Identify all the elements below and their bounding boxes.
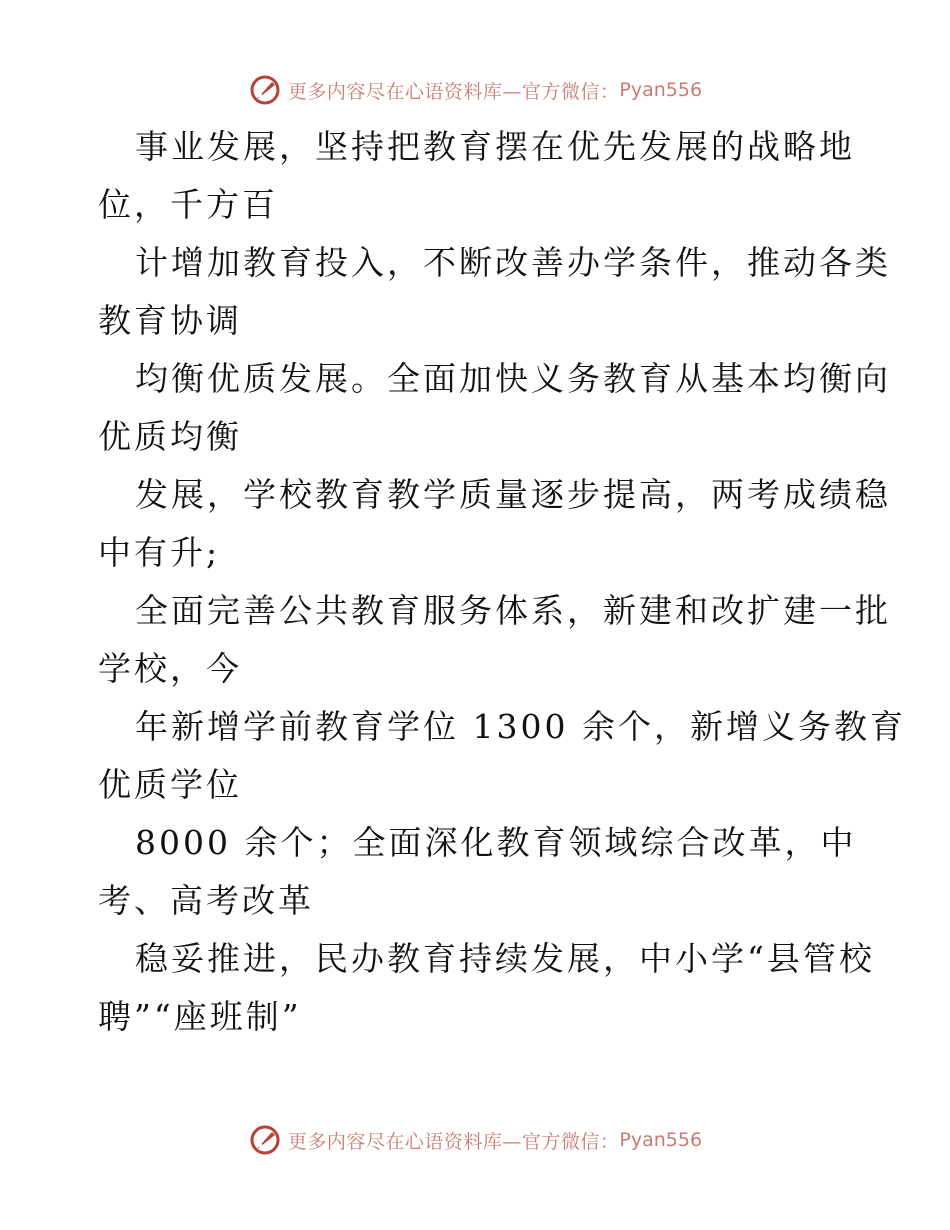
- body-line: 年新增学前教育学位 1300 余个，新增义务教育: [135, 707, 906, 746]
- body-line: 均衡优质发展。全面加快义务教育从基本均衡向: [135, 359, 891, 398]
- body-line: 位，千方百: [98, 185, 278, 224]
- body-line: 稳妥推进，民办教育持续发展，中小学“县管校: [135, 939, 875, 978]
- body-line: 全面完善公共教育服务体系，新建和改扩建一批: [135, 591, 891, 630]
- watermark-handle: Pyan556: [619, 79, 703, 101]
- body-line: 事业发展，坚持把教育摆在优先发展的战略地: [135, 127, 855, 166]
- body-line: 聘”“座班制”: [98, 997, 302, 1036]
- body-line: 8000 余个；全面深化教育领域综合改革，中: [135, 823, 857, 862]
- body-line: 考、高考改革: [98, 881, 314, 920]
- body-line: 优质均衡: [98, 417, 242, 456]
- document-body: [98, 118, 906, 1046]
- quill-logo-icon: [248, 1123, 282, 1157]
- header-watermark: [0, 70, 950, 110]
- body-line: 发展，学校教育教学质量逐步提高，两考成绩稳: [135, 475, 891, 514]
- body-line: 计增加教育投入，不断改善办学条件，推动各类: [135, 243, 891, 282]
- footer-watermark: [0, 1120, 950, 1160]
- quill-logo-icon: [248, 73, 282, 107]
- watermark-text: 更多内容尽在心语资料库—官方微信：: [287, 80, 620, 103]
- body-line: 学校，今: [98, 649, 242, 688]
- watermark-text: 更多内容尽在心语资料库—官方微信：: [287, 1130, 620, 1153]
- body-line: 中有升;: [98, 533, 221, 572]
- body-line: 教育协调: [98, 301, 242, 340]
- body-line: 优质学位: [98, 765, 242, 804]
- watermark-handle: Pyan556: [619, 1129, 703, 1151]
